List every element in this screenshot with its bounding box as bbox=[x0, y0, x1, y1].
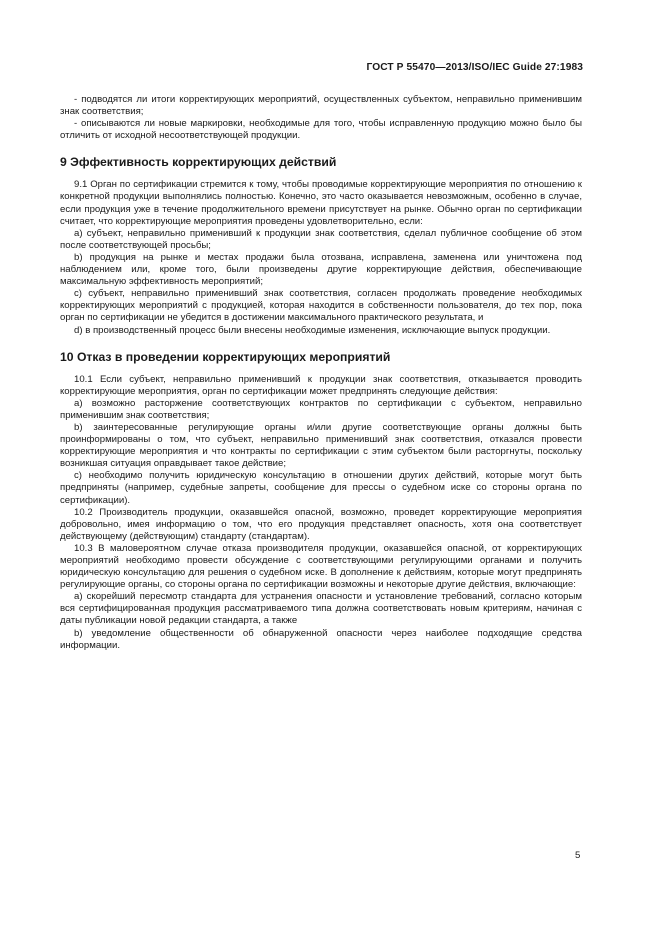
section-9-item-b: b) продукция на рынке и местах продажи была отозвана, исправлена, заменена или уничтожена под наблюдением или, кроме того, были произведены другие корректирующие действия, обеспечивающие максимальную эффективность мероприятий; bbox=[60, 251, 582, 288]
standard-header: ГОСТ Р 55470—2013/ISO/IEC Guide 27:1983 bbox=[366, 62, 583, 73]
section-10-title: 10 Отказ в проведении корректирующих мероприятий bbox=[60, 349, 391, 364]
section-10-3-item-a: a) скорейший пересмотр стандарта для устранения опасности и установление требований, согласно которым вся сертифицированная продукция рассматриваемого типа должна соответствовать новым критериям, начиная с даты публикации новой редакции стандарта, а также bbox=[60, 591, 582, 627]
section-10-3-paragraph: 10.3 В маловероятном случае отказа производителя продукции, оказавшейся опасной, от корректирующих мероприятий необходимо провести обсуждение с соответствующими регулирующими органами и получить юридическую консультацию для решения о судебном иске. В дополнение к действиям, которые могут предпринять регулирующие органы, со стороны органа по сертификации возможны и некоторые другие действия, включающие: bbox=[60, 542, 582, 591]
section-9-item-a: a) субъект, неправильно применивший к продукции знак соответствия, сделал публичное сообщение об этом после соответствующей просьбы; bbox=[60, 227, 582, 251]
body-text bbox=[60, 94, 582, 652]
section-9-paragraph: 9.1 Орган по сертификации стремится к тому, чтобы проводимые корректирующие мероприятия по отношению к конкретной продукции выполнялись полностью. Конечно, это часто оказывается невозможным, особенно в случае, если продукция уже в течение продолжительного времени присутствует на рынке. Обычно орган по сертификации считает, что корректирующие мероприятия проведены удовлетворительно, если: bbox=[60, 179, 582, 227]
section-10-1-item-c: c) необходимо получить юридическую консультацию в отношении других действий, которые могут быть предприняты (например, судебные запреты, сообщение для прессы о судебном иске со стороны органа по сертификации). bbox=[60, 470, 582, 506]
page-number: 5 bbox=[575, 850, 581, 861]
section-10-1-item-b: b) заинтересованные регулирующие органы и/или другие соответствующие органы должны быть проинформированы о том, что субъект, неправильно применивший знак соответствия, отказался провести корректирующие мероприятия и что контракты по сертификации с этим субъектом были расторгнуты, поскольку возникшая ситуация оправдывает такое действие; bbox=[60, 421, 582, 470]
section-9-item-d: d) в производственный процесс были внесены необходимые изменения, исключающие выпуск продукции. bbox=[74, 324, 551, 336]
section-9-item-c: c) субъект, неправильно применивший знак соответствия, согласен продолжать проведение необходимых корректирующих мероприятий с продукцией, которая находится в собственности пользователя, до тех пор, пока орган по сертификации не убедится в достижении максимального практического результата, и bbox=[60, 288, 582, 324]
section-9-title: 9 Эффективность корректирующих действий bbox=[60, 155, 337, 170]
section-10-1-paragraph: 10.1 Если субъект, неправильно применивший к продукции знак соответствия, отказывается проводить корректирующие мероприятия, орган по сертификации может предпринять следующие действия: bbox=[60, 373, 582, 397]
section-10-2-paragraph: 10.2 Производитель продукции, оказавшейся опасной, возможно, проведет корректирующие мероприятия добровольно, имея информацию о том, что его продукция представляет опасность, хотя она соответствует действующему (действующим) стандарту (стандартам). bbox=[60, 506, 582, 542]
intro-item-1: - подводятся ли итоги корректирующих мероприятий, осуществленных субъектом, неправильно применившим знак соответствия; bbox=[60, 94, 582, 118]
intro-item-2: - описываются ли новые маркировки, необходимые для того, чтобы исправленную продукцию можно было бы отличить от исходной несоответствующей продукции. bbox=[60, 118, 582, 142]
section-10-3-item-b: b) уведомление общественности об обнаруженной опасности через наиболее подходящие средства информации. bbox=[60, 627, 582, 651]
section-10-1-item-a: a) возможно расторжение соответствующих контрактов по сертификации с субъектом, неправильно применившим знак соответствия; bbox=[60, 397, 582, 421]
